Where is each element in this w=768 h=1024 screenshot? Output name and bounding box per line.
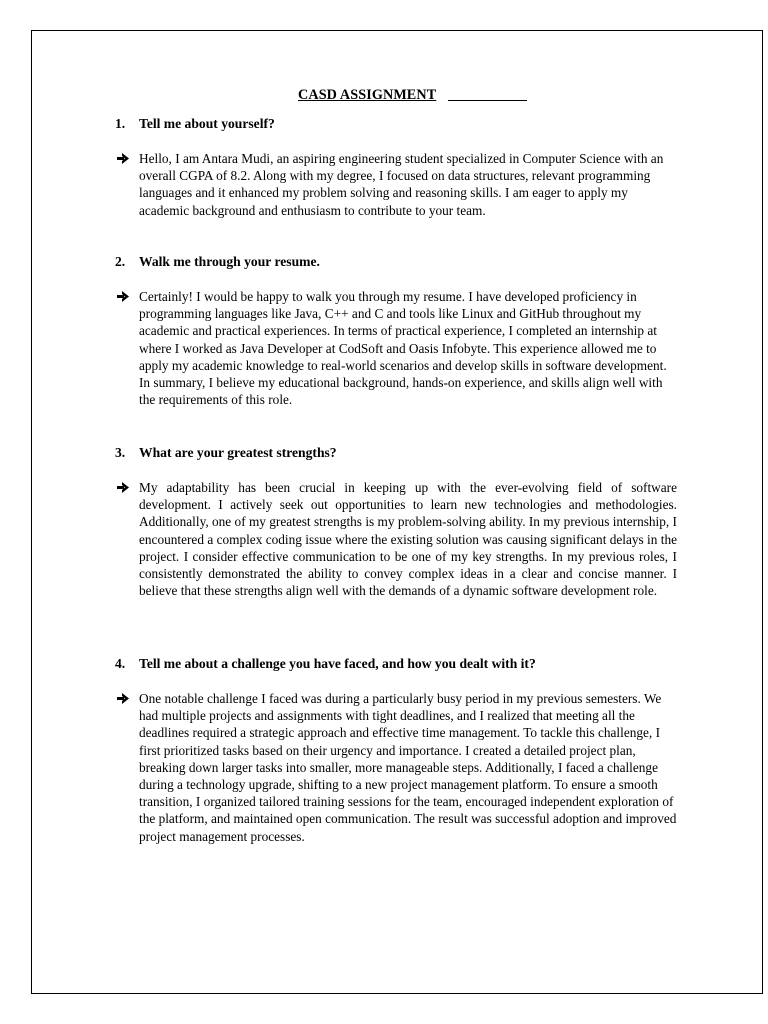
arrow-right-icon bbox=[117, 291, 129, 302]
question-4 bbox=[115, 656, 536, 672]
answer-4 bbox=[117, 690, 677, 845]
arrow-right-icon bbox=[117, 693, 129, 704]
question-1 bbox=[115, 116, 275, 132]
answer-text: Certainly! I would be happy to walk you through my resume. I have developed proficiency in programming languages like Java, C++ and C and tools like Linux and GitHub throughout my academic and practical experiences. In terms of practical experience, I completed an internship at where I worked as Java Developer at CodSoft and Oasis Infobyte. This experience allowed me to apply my academic knowledge to real-world scenarios and develop skills in software development. In summary, I believe my educational background, hands-on experience, and skills align well with the requirements of this role. bbox=[139, 289, 667, 408]
title-underline bbox=[448, 100, 527, 101]
arrow-right-icon bbox=[117, 482, 129, 493]
question-text: Tell me about a challenge you have faced, and how you dealt with it? bbox=[139, 656, 536, 671]
answer-2 bbox=[117, 288, 677, 408]
question-text: Tell me about yourself? bbox=[139, 116, 275, 131]
question-text: Walk me through your resume. bbox=[139, 254, 320, 269]
question-number: 2. bbox=[115, 254, 126, 269]
question-2 bbox=[115, 254, 320, 270]
answer-3 bbox=[117, 479, 677, 599]
answer-text: Hello, I am Antara Mudi, an aspiring engineering student specialized in Computer Science with an overall CGPA of 8.2. Along with my degree, I focused on data structures, relevant programming languages and it enhanced my problem solving and reasoning skills. I am eager to apply my academic background and enthusiasm to contribute to your team. bbox=[139, 151, 664, 218]
question-number: 1. bbox=[115, 116, 126, 131]
question-3 bbox=[115, 445, 337, 461]
arrow-right-icon bbox=[117, 153, 129, 164]
answer-1 bbox=[117, 150, 677, 219]
question-text: What are your greatest strengths? bbox=[139, 445, 337, 460]
answer-text: My adaptability has been crucial in keeping up with the ever-evolving field of software development. I actively seek out opportunities to learn new technologies and methodologies. Additionally, one of my greatest strengths is my problem-solving ability. In my previous internship, I encountered a complex coding issue where the existing solution was causing significant delays in the project. I consider effective communication to be one of my key strengths. In my previous roles, I consistently demonstrated the ability to convey complex ideas in a clear and concise manner. I believe that these strengths align well with the demands of a dynamic software development role. bbox=[139, 480, 677, 599]
answer-text: One notable challenge I faced was during a particularly busy period in my previous semesters. We had multiple projects and assignments with tight deadlines, and I realized that meeting all the deadlines required a strategic approach and effective time management. To tackle this challenge, I first prioritized tasks based on their urgency and importance. I created a detailed project plan, breaking down larger tasks into smaller, more manageable steps. Additionally, I faced a challenge during a technology upgrade, shifting to a new project management platform. To ensure a smooth transition, I organized tailored training sessions for the team, encouraged independent exploration of the platform, and maintained open communication. The result was successful adoption and improved project management processes. bbox=[139, 691, 677, 844]
question-number: 3. bbox=[115, 445, 126, 460]
document-title: CASD ASSIGNMENT bbox=[298, 87, 437, 103]
question-number: 4. bbox=[115, 656, 126, 671]
